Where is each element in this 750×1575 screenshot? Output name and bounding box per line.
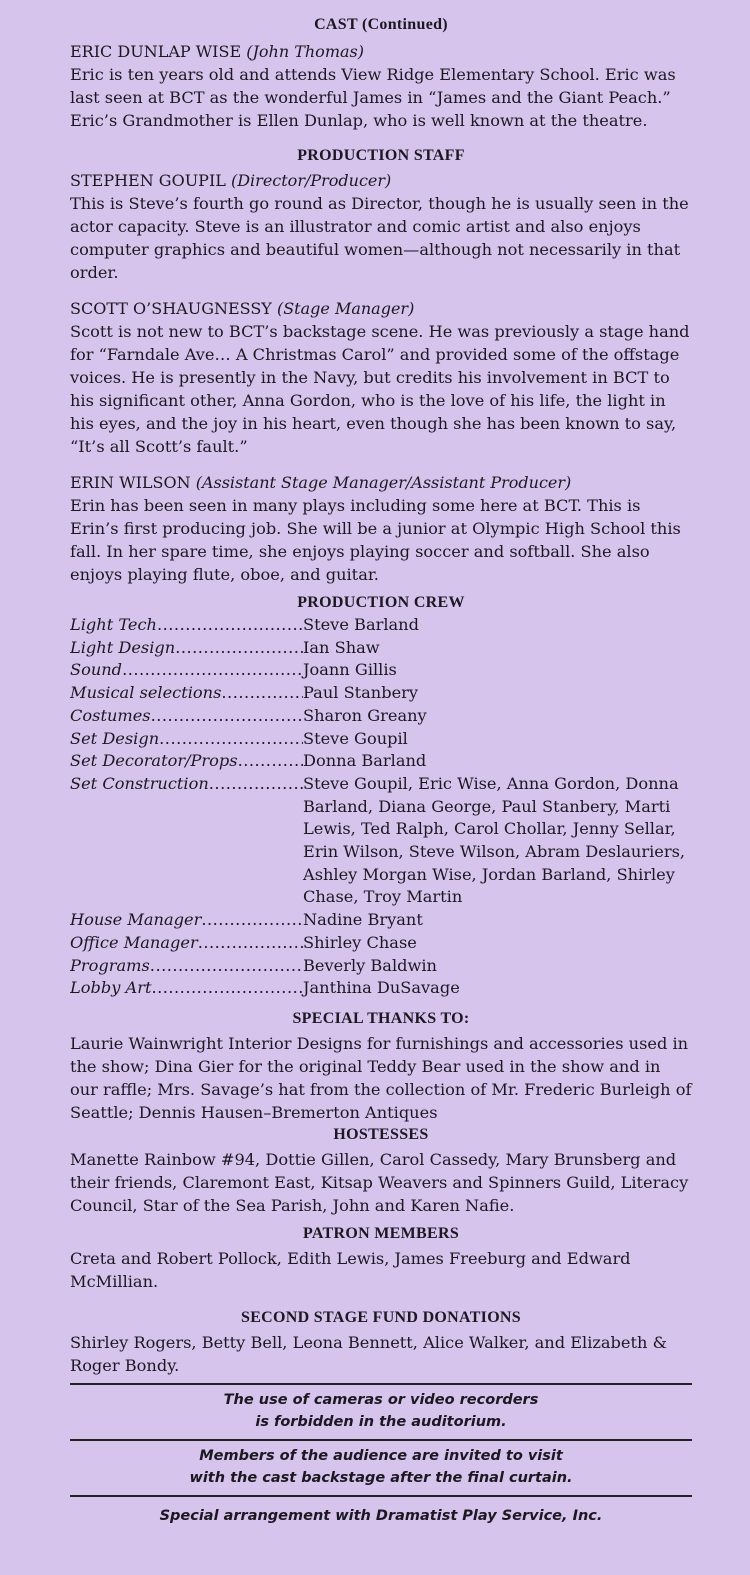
staff-entry (70, 471, 692, 586)
cast-entry (70, 40, 692, 132)
camera-notice-line: is forbidden in the auditorium. (255, 1413, 507, 1430)
staff-member-role: (Director/Producer) (230, 171, 392, 190)
production-crew-heading: PRODUCTION CREW (297, 594, 465, 611)
crew-name: Sharon Greany (303, 705, 427, 725)
crew-row (70, 932, 692, 955)
crew-row (70, 773, 692, 909)
crew-name: Beverly Baldwin (303, 955, 437, 975)
second-stage-text: Shirley Rogers, Betty Bell, Leona Bennett, Alice Walker, and Elizabeth & Roger Bondy. (70, 1332, 667, 1375)
crew-name: Steve Barland (303, 615, 419, 634)
crew-name: Janthina DuSavage (303, 978, 460, 998)
arrangement-notice (70, 1505, 692, 1527)
crew-name: Donna Barland (303, 751, 427, 771)
crew-name: Nadine Bryant (303, 910, 423, 930)
crew-row (70, 977, 692, 1000)
crew-name: Ian Shaw (303, 637, 380, 657)
crew-row (70, 750, 692, 773)
staff-member-name: SCOTT O’SHAUGNESSY (70, 299, 272, 318)
crew-role: Programs (70, 955, 150, 975)
cast-member-name: ERIC DUNLAP WISE (70, 42, 242, 61)
backstage-notice-line: with the cast backstage after the final curtain. (189, 1469, 573, 1486)
backstage-notice-line: Members of the audience are invited to visit (199, 1447, 563, 1464)
crew-name: Shirley Chase (303, 932, 417, 952)
crew-row (70, 614, 692, 637)
crew-role: Lobby Art (70, 978, 152, 998)
crew-role: Set Decorator/Props (70, 751, 238, 771)
arrangement-notice-line: Special arrangement with Dramatist Play Service, Inc. (159, 1507, 603, 1524)
production-staff-heading: PRODUCTION STAFF (297, 147, 465, 164)
camera-notice (70, 1389, 692, 1433)
crew-name: Steve Goupil, Eric Wise, Anna Gordon, Donna Barland, Diana George, Paul Stanbery, Marti Lewis, Ted Ralph, Carol Chollar, Jenny Sellar, Erin Wilson, Steve Wilson, Abram Deslauriers, Ashley Morgan Wise, Jordan Barland, Shirley Chase, Troy Martin (303, 773, 686, 907)
patron-members-text: Creta and Robert Pollock, Edith Lewis, James Freeburg and Edward McMillian. (70, 1248, 631, 1291)
hostesses-text: Manette Rainbow #94, Dottie Gillen, Carol Cassedy, Mary Brunsberg and their friends, Claremont East, Kitsap Weavers and Spinners Guild, Literacy Council, Star of the Sea Parish, John and Karen Nafie. (70, 1149, 689, 1215)
crew-row (70, 909, 692, 932)
crew-role: Light Tech (70, 615, 157, 634)
crew-row (70, 705, 692, 728)
divider (70, 1495, 692, 1497)
special-thanks-heading: SPECIAL THANKS TO: (292, 1009, 470, 1027)
crew-list (70, 614, 692, 1000)
staff-member-name: STEPHEN GOUPIL (70, 171, 226, 190)
crew-row (70, 728, 692, 751)
crew-name: Joann Gillis (303, 660, 397, 680)
crew-role: Office Manager (70, 932, 198, 952)
backstage-notice (70, 1445, 692, 1489)
patron-members-heading: PATRON MEMBERS (302, 1224, 460, 1242)
crew-role: Set Design (70, 728, 160, 748)
crew-row (70, 955, 692, 978)
camera-notice-line: The use of cameras or video recorders (223, 1391, 539, 1408)
staff-member-name: ERIN WILSON (70, 473, 191, 492)
staff-entry (70, 297, 692, 458)
crew-name: Steve Goupil (303, 728, 408, 748)
staff-member-bio: Scott is not new to BCT’s backstage scene. He was previously a stage hand for “Farndale Ave… A Christmas Carol” and provided some of the offstage voices. He is presently in the Navy, but credits his involvement in BCT to his significant other, Anna Gordon, who is the love of his life, the light in his eyes, and the joy in his heart, even though she has been known to say, “It’s all Scott’s fault.” (70, 322, 690, 456)
crew-role: Set Construction (70, 773, 209, 793)
crew-role: Light Design (70, 637, 176, 657)
cast-heading: CAST (Continued) (314, 16, 448, 33)
crew-role: Costumes (70, 705, 151, 725)
hostesses-heading: HOSTESSES (333, 1125, 429, 1143)
crew-row (70, 637, 692, 660)
second-stage-heading: SECOND STAGE FUND DONATIONS (241, 1308, 521, 1326)
crew-row (70, 682, 692, 705)
crew-row (70, 659, 692, 682)
crew-role: Sound (70, 660, 123, 680)
crew-role: Musical selections (70, 683, 222, 703)
staff-member-bio: This is Steve’s fourth go round as Director, though he is usually seen in the actor capacity. Steve is an illustrator and comic artist and also enjoys computer graphics and beautiful women—although not necessarily in that order. (70, 194, 689, 282)
crew-name: Paul Stanbery (303, 683, 419, 703)
cast-member-role: (John Thomas) (246, 42, 364, 61)
staff-entry (70, 169, 692, 284)
staff-member-bio: Erin has been seen in many plays including some here at BCT. This is Erin’s first producing job. She will be a junior at Olympic High School this fall. In her spare time, she enjoys playing soccer and softball. She also enjoys playing flute, oboe, and guitar. (70, 496, 681, 584)
divider (70, 1383, 692, 1385)
crew-role: House Manager (70, 910, 202, 930)
cast-member-bio: Eric is ten years old and attends View Ridge Elementary School. Eric was last seen at BCT as the wonderful James in “James and the Giant Peach.” Eric’s Grandmother is Ellen Dunlap, who is well known at the theatre. (70, 65, 676, 130)
special-thanks-text: Laurie Wainwright Interior Designs for furnishings and accessories used in the show; Dina Gier for the original Teddy Bear used in the show and in our raffle; Mrs. Savage’s hat from the collection of Mr. Frederic Burleigh of Seattle; Dennis Hausen–Bremerton Antiques (70, 1033, 692, 1122)
staff-member-role: (Assistant Stage Manager/Assistant Producer) (195, 473, 572, 492)
divider (70, 1439, 692, 1441)
staff-member-role: (Stage Manager) (276, 299, 415, 318)
